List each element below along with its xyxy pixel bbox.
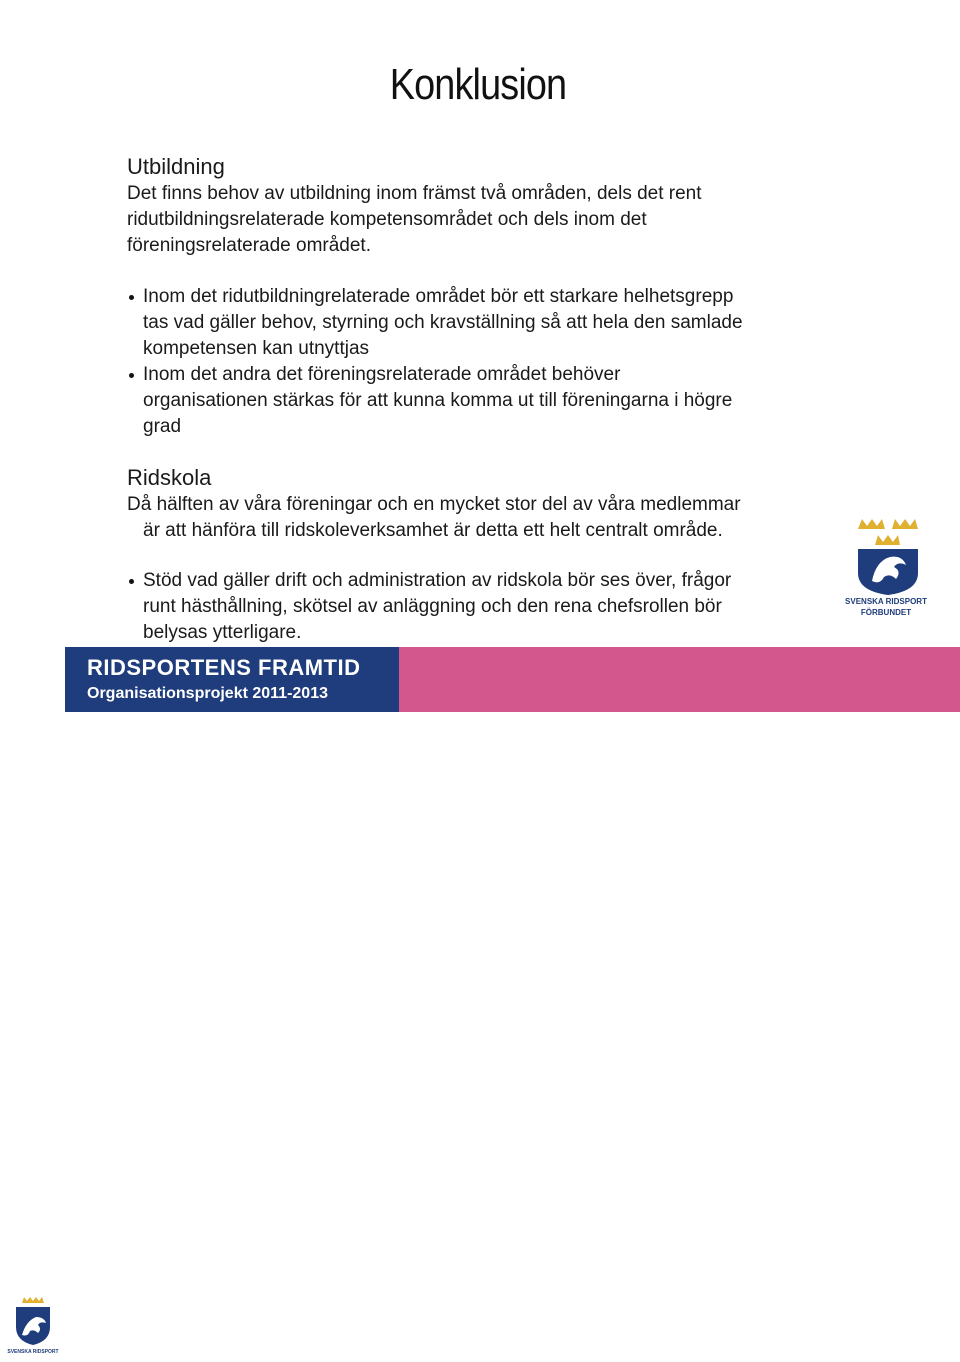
text-line: grad: [143, 416, 182, 437]
bullet-dot-icon: [129, 295, 134, 300]
bullet-dot-icon: [129, 373, 134, 378]
bullet-item: [127, 362, 827, 440]
text-line: kompetensen kan utnyttjas: [143, 338, 370, 359]
utbildning-bullet-list: [127, 284, 827, 440]
text-line: Då hälften av våra föreningar och en mycket stor del av våra medlemmar: [127, 494, 741, 515]
footer-title-panel: [65, 647, 399, 712]
bullet-item: [127, 568, 827, 646]
slide-content: [127, 153, 827, 646]
footer-title: RIDSPORTENS FRAMTID: [87, 655, 361, 680]
footer-accent-panel: [399, 647, 960, 712]
text-line: Det finns behov av utbildning inom främst två områden, dels det rent: [127, 183, 702, 204]
text-line: belysas ytterligare.: [143, 622, 302, 643]
logo-text-line1: SVENSKA RIDSPORT: [845, 597, 927, 606]
ridskola-paragraph: [127, 492, 827, 544]
bullet-item: [127, 284, 827, 362]
section-heading-ridskola: Ridskola: [127, 465, 212, 490]
footer-banner: [0, 645, 960, 1355]
utbildning-paragraph: [127, 181, 827, 259]
federation-logo: [836, 515, 936, 625]
text-line: Inom det andra det föreningsrelaterade området behöver: [143, 364, 621, 385]
text-line: är att hänföra till ridskoleverksamhet är detta ett helt centralt område.: [143, 520, 723, 541]
footer-subtitle: Organisationsprojekt 2011-2013: [87, 685, 328, 702]
svg-text:SVENSKA RIDSPORT: SVENSKA RIDSPORT: [7, 1349, 59, 1355]
text-line: Inom det ridutbildningrelaterade området bör ett starkare helhetsgrepp: [143, 286, 734, 307]
section-heading-utbildning: Utbildning: [127, 154, 225, 179]
footer-crest-icon: [6, 1295, 60, 1357]
text-line: Stöd vad gäller drift och administration av ridskola bör ses över, frågor: [143, 570, 732, 591]
text-line: organisationen stärkas för att kunna komma ut till föreningarna i högre: [143, 390, 733, 411]
footer-logo: [6, 1295, 60, 1357]
text-line: tas vad gäller behov, styrning och kravställning så att hela den samlade: [143, 312, 743, 333]
text-line: föreningsrelaterade området.: [127, 235, 371, 256]
text-line: runt hästhållning, skötsel av anläggning och den rena chefsrollen bör: [143, 596, 722, 617]
page-title: Konklusion: [389, 60, 567, 109]
logo-text-line2: FÖRBUNDET: [860, 608, 912, 617]
text-line: ridutbildningsrelaterade kompetensområdet och dels inom det: [127, 209, 647, 230]
bullet-dot-icon: [129, 579, 134, 584]
crowns-shield-icon: [836, 515, 936, 595]
ridskola-bullet-list: [127, 568, 827, 646]
